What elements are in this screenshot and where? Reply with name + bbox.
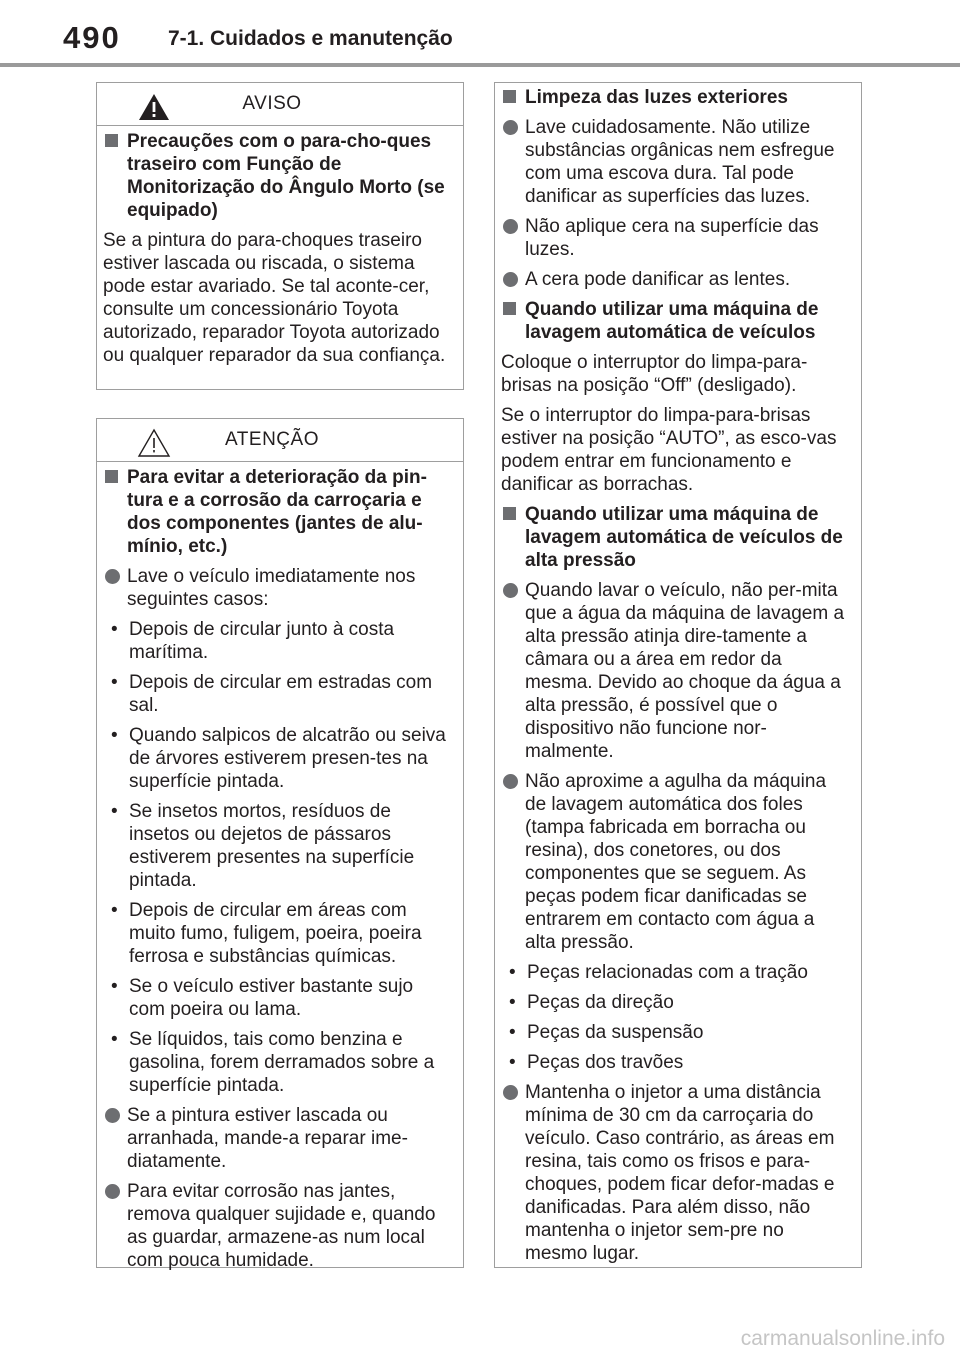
caution-item: Lave o veículo imediatamente nos seguintes casos: [103, 565, 449, 611]
square-bullet-icon [503, 90, 516, 103]
caution-box [96, 418, 464, 1271]
caution-subitem: • Se insetos mortos, resíduos de insetos ou dejetos de pássaros estiverem presentes na superfície pintada. [111, 801, 415, 891]
caution-box-header [97, 419, 463, 462]
square-bullet-icon [503, 302, 516, 315]
warning-text: Se a pintura do para-choques traseiro estiver lascada ou riscada, o sistema pode estar avariado. Se tal aconte-cer, consulte um concessionário Toyota autorizado, reparador Toyota autorizado ou qualquer reparador da sua confiança. [103, 230, 446, 366]
round-bullet-icon [105, 1108, 120, 1123]
watermark: carmanualsonline.info [740, 1327, 945, 1350]
right-item: Não aproxime a agulha da máquina de lavagem automática dos foles (tampa fabricada em borracha ou resina), dos conetores, ou dos componentes que se seguem. As peças podem ficar danificadas se entrarem em contacto com água a alta pressão. [501, 770, 847, 954]
caution-subitem: • Se o veículo estiver bastante sujo com poeira ou lama. [111, 976, 414, 1020]
square-bullet-icon [503, 507, 516, 520]
page-number: 490 [63, 20, 121, 55]
right-subitem: • Peças dos travões [509, 1052, 684, 1073]
right-title-lights: Limpeza das luzes exteriores [501, 86, 847, 109]
right-paragraph: Coloque o interruptor do limpa-para-brisas na posição “Off” (desligado). [501, 352, 808, 396]
right-column-box [494, 82, 862, 1268]
right-subitem: • Peças da direção [509, 992, 674, 1013]
right-item: Mantenha o injetor a uma distância mínima de 30 cm da carroçaria do veículo. Caso contrário, as áreas em resina, tais como os frisos e para-choques, podem ficar defor-madas e danificadas. Para além disso, não mantenha o injetor sem-pre no mesmo lugar. [501, 1081, 847, 1265]
right-item: A cera pode danificar as lentes. [501, 268, 847, 291]
warning-title: Precauções com o para-cho-ques traseiro com Função de Monitorização do Ângulo Morto (se equipado) [103, 130, 449, 222]
section-title: 7-1. Cuidados e manutenção [168, 27, 453, 50]
header-divider [0, 63, 960, 67]
right-title-auto-wash: Quando utilizar uma máquina de lavagem automática de veículos [501, 298, 847, 344]
round-bullet-icon [503, 774, 518, 789]
square-bullet-icon [105, 134, 118, 147]
caution-item: Se a pintura estiver lascada ou arranhada, mande-a reparar ime-diatamente. [103, 1104, 449, 1173]
warning-box [96, 82, 464, 390]
warning-icon [137, 92, 171, 122]
caution-subitem: • Se líquidos, tais como benzina e gasolina, forem derramados sobre a superfície pintada. [111, 1029, 435, 1096]
right-paragraph: Se o interruptor do limpa-para-brisas estiver na posição “AUTO”, as esco-vas podem entrar em funcionamento e danificar as borrachas. [501, 405, 837, 495]
right-subitem: • Peças relacionadas com a tração [509, 962, 808, 983]
caution-subitem: • Quando salpicos de alcatrão ou seiva de árvores estiverem presen-tes na superfície pintada. [111, 725, 446, 792]
caution-item: Para evitar corrosão nas jantes, remova qualquer sujidade e, quando as guardar, armazene-as num local com pouca humidade. [103, 1180, 449, 1272]
caution-label: ATENÇÃO [225, 429, 319, 450]
square-bullet-icon [105, 470, 118, 483]
round-bullet-icon [105, 569, 120, 584]
round-bullet-icon [503, 272, 518, 287]
round-bullet-icon [503, 120, 518, 135]
round-bullet-icon [503, 1085, 518, 1100]
page-header [0, 0, 960, 70]
caution-subitem: • Depois de circular em áreas com muito fumo, fuligem, poeira, poeira ferrosa e substâncias químicas. [111, 900, 422, 967]
right-title-high-pressure: Quando utilizar uma máquina de lavagem automática de veículos de alta pressão [501, 503, 847, 572]
right-subitem: • Peças da suspensão [509, 1022, 704, 1043]
caution-subitem: • Depois de circular em estradas com sal. [111, 672, 433, 716]
round-bullet-icon [105, 1184, 120, 1199]
warning-box-header [97, 83, 463, 126]
right-item: Lave cuidadosamente. Não utilize substâncias orgânicas nem esfregue com uma escova dura. Tal pode danificar as superfícies das luzes. [501, 116, 847, 208]
right-item: Não aplique cera na superfície das luzes. [501, 215, 847, 261]
caution-icon [137, 428, 171, 458]
caution-subitem: • Depois de circular junto à costa marítima. [111, 619, 395, 663]
warning-label: AVISO [242, 93, 302, 114]
round-bullet-icon [503, 219, 518, 234]
round-bullet-icon [503, 583, 518, 598]
right-item: Quando lavar o veículo, não per-mita que a água da máquina de lavagem a alta pressão atinja dire-tamente a câmara ou a área em redor da mesma. Devido ao choque da água a alta pressão, é possível que o dispositivo não funcione nor-malmente. [501, 579, 847, 763]
caution-title: Para evitar a deterioração da pin-tura e a corrosão da carroçaria e dos componentes (jantes de alu-mínio, etc.) [103, 466, 449, 558]
